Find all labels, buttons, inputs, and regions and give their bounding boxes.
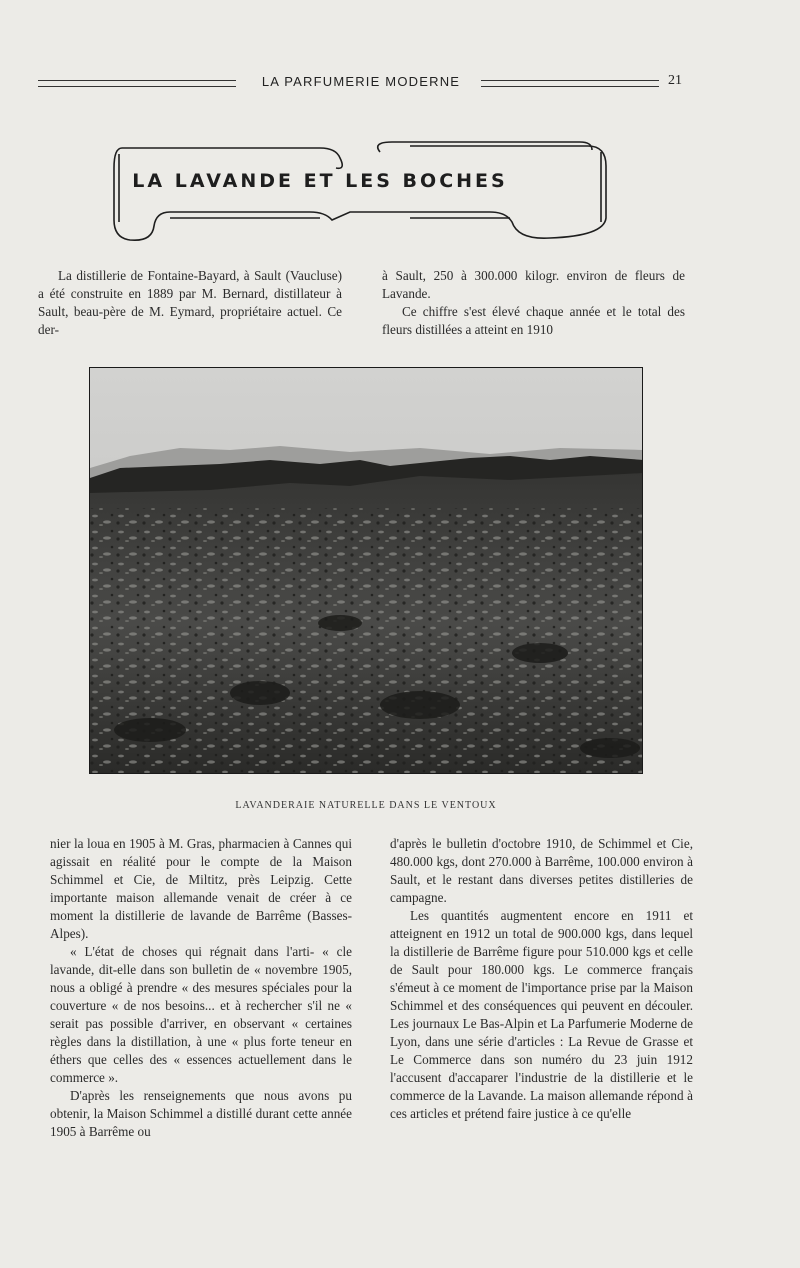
photo-illustration xyxy=(90,368,643,774)
header-rule-left xyxy=(38,80,236,87)
text-column-2 xyxy=(382,267,685,339)
text-column-4 xyxy=(390,835,693,1123)
paragraph: La distillerie de Fontaine-Bayard, à Sault (Vaucluse) a été construite en 1889 par M. Bernard, distillateur à Sault, beau-père de M. Eymard, propriétaire actuel. Ce der- xyxy=(38,268,342,337)
paragraph: nier la loua en 1905 à M. Gras, pharmacien à Cannes qui agissait en réalité pour le compte de la Maison Schimmel et Cie, de Miltitz, près Leipzig. Cette importante maison allemande venait de créer à ce moment la distillerie de lavande de Barrême (Basses-Alpes). xyxy=(50,836,352,941)
article-title: LA LAVANDE ET LES BOCHES xyxy=(132,170,508,192)
paragraph: d'après le bulletin d'octobre 1910, de Schimmel et Cie, 480.000 kgs, dont 270.000 à Barrême, 100.000 environ à Sault, et le restant dans diverses petites distilleries de campagne. xyxy=(390,836,693,905)
header-rule-right xyxy=(481,80,659,87)
lavender-field-photo xyxy=(89,367,643,774)
paragraph: Les quantités augmentent encore en 1911 et atteignent en 1912 un total de 900.000 kgs, dans lequel la distillerie de Barrême figure pour 510.000 kgs et celle de Sault pour 180.000 kgs. Le commerce français s'émeut à ce moment de l'importance prise par la Maison Schimmel et des conséquences qui peuvent en découler. Les journaux Le Bas-Alpin et La Parfumerie Moderne de Lyon, dans une série d'articles : La Revue de Grasse et Le Commerce dans son numéro du 23 juin 1912 l'accusent d'accaparer l'industrie de la distillerie et le commerce de la Lavande. La maison allemande répond à ces articles et prétend faire justice à ce qu'elle xyxy=(390,908,693,1121)
paragraph: D'après les renseignements que nous avons pu obtenir, la Maison Schimmel a distillé durant cette année 1905 à Barrême ou xyxy=(50,1088,352,1139)
paragraph: « L'état de choses qui régnait dans l'arti- « cle lavande, dit-elle dans son bulletin de « novembre 1905, nous a obligé à prendre « des mesures spéciales pour la couverture « de nos besoins... et à rechercher s'il ne « serait pas possible d'arriver, en observant « certaines règles dans la distillation, à une « plus forte teneur en éthers que celles des « essences actuellement dans le commerce ». xyxy=(50,944,352,1085)
paragraph: Ce chiffre s'est élevé chaque année et le total des fleurs distillées a atteint en 1910 xyxy=(382,304,685,337)
journal-title: LA PARFUMERIE MODERNE xyxy=(261,74,461,89)
page-number: 21 xyxy=(668,73,682,88)
paragraph: à Sault, 250 à 300.000 kilogr. environ de fleurs de Lavande. xyxy=(382,268,685,301)
text-column-1 xyxy=(38,267,342,339)
text-column-3 xyxy=(50,835,352,1141)
running-header xyxy=(38,72,682,94)
photo-caption: LAVANDERAIE NATURELLE DANS LE VENTOUX xyxy=(235,800,497,811)
